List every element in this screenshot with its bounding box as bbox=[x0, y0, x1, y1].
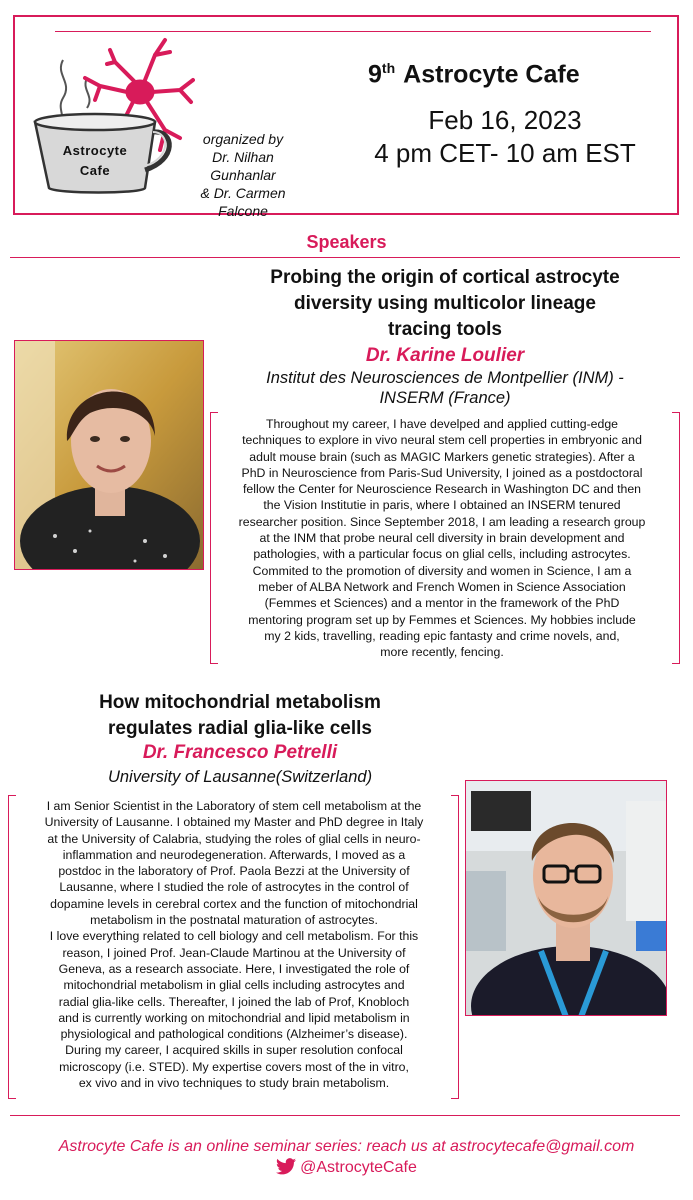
talk2-title-line: How mitochondrial metabolism bbox=[99, 692, 381, 713]
bio-line: (Femmes et Sciences) and a mentor in the framework of the PhD bbox=[264, 596, 620, 611]
bio-line: adult mouse brain (such as MAGIC Markers genetic strategies). After a bbox=[249, 449, 635, 464]
talk2-title-line: regulates radial glia-like cells bbox=[107, 718, 372, 739]
bio-line: ex vivo and in vivo techniques to study brain metabolism. bbox=[78, 1076, 390, 1091]
astrocyte-cafe-logo bbox=[15, 20, 195, 198]
bio-line: postdoc in the laboratory of Prof. Paola Bezzi at the University of bbox=[58, 864, 410, 879]
speaker2-photo bbox=[465, 780, 667, 1016]
bio-line: more recently, fencing. bbox=[380, 645, 504, 660]
speaker1-affiliation bbox=[225, 368, 665, 408]
bio-line: Commited to the promotion of diversity and women in Science, I am a bbox=[252, 563, 632, 578]
organizer-2: & Dr. Carmen Falcone bbox=[200, 185, 286, 219]
bio-line: Throughout my career, I have develped and applied cutting-edge bbox=[265, 417, 619, 431]
bio-line: dopamine levels in cerebral cortex and the function of mitochondrial bbox=[50, 896, 418, 911]
event-title bbox=[368, 60, 580, 89]
bio-line: Lausanne, where I studied the role of astrocytes in the control of bbox=[59, 880, 409, 895]
bio-line: mentoring program set up by Femmes et Sciences. My hobbies include bbox=[248, 612, 636, 627]
speaker2-affiliation: University of Lausanne(Switzerland) bbox=[107, 768, 373, 786]
bio-line: PhD in Neuroscience from Paris-Sud University, I joined as a postdoctoral bbox=[241, 465, 643, 480]
footer-text: Astrocyte Cafe is an online seminar series: reach us at astrocytecafe@gmail.com bbox=[58, 1138, 635, 1155]
talk1-title bbox=[225, 265, 665, 343]
logo-text-line1: Astrocyte bbox=[62, 143, 128, 158]
event-date: Feb 16, 2023 bbox=[428, 105, 582, 135]
affiliation-line: INSERM (France) bbox=[379, 389, 511, 407]
bio-line: radial glia-like cells. Thereafter, I joined the lab of Prof, Knobloch bbox=[58, 994, 410, 1009]
talk1-title-line: Probing the origin of cortical astrocyte bbox=[270, 267, 620, 288]
bio-line: my 2 kids, travelling, reading epic fantasty and crime novels, and, bbox=[264, 628, 620, 643]
bio-line: inflammation and neurodegeneration. Afterwards, I moved as a bbox=[62, 847, 406, 862]
speakers-heading: Speakers bbox=[306, 232, 387, 252]
bio-line: fellow the Center for Neuroscience Research in Washington DC and then bbox=[242, 482, 642, 497]
speaker1-bio bbox=[218, 416, 666, 660]
bio-line: pathologies, with a particular focus on glial cells, including astrocytes. bbox=[253, 547, 631, 562]
talk2-title bbox=[20, 690, 460, 742]
edition-number: 9 bbox=[368, 60, 382, 89]
bio-line: During my career, I acquired skills in super resolution confocal bbox=[65, 1043, 403, 1058]
twitter-icon bbox=[276, 1158, 296, 1175]
organizers bbox=[178, 130, 308, 220]
speaker1-name: Dr. Karine Loulier bbox=[365, 345, 525, 366]
footer-twitter[interactable] bbox=[0, 1158, 693, 1177]
bio-line: Geneva, as a research associate. Here, I investigated the role of bbox=[58, 961, 410, 976]
bio-line: microscopy (i.e. STED). My expertise covers most of the in vitro, bbox=[59, 1059, 409, 1074]
bio1-bracket-left bbox=[210, 412, 218, 664]
talk1-title-line: tracing tools bbox=[387, 319, 502, 340]
bio-line: I am Senior Scientist in the Laboratory of stem cell metabolism at the bbox=[46, 799, 422, 813]
organizer-1: Dr. Nilhan Gunhanlar bbox=[210, 149, 276, 183]
bio-line: metabolism in the postnatal maturation of astrocytes. bbox=[90, 913, 378, 928]
talk1-title-line: diversity using multicolor lineage bbox=[294, 293, 596, 314]
speakers-divider bbox=[10, 257, 680, 258]
event-time: 4 pm CET- 10 am EST bbox=[374, 138, 636, 168]
footer-divider bbox=[10, 1115, 680, 1116]
event-name: Astrocyte Cafe bbox=[403, 60, 580, 89]
bio-line: at the INM that probe neural cell diversity in brain development and bbox=[259, 531, 625, 546]
bio-line: techniques to explore in vivo neural stem cell properties in embryonic and bbox=[242, 433, 642, 448]
bio-line: the Vision Institutie in paris, where I obtained an INSERM tenured bbox=[263, 498, 621, 513]
bio-line: meber of ALBA Network and French Women in Science Association bbox=[258, 579, 626, 594]
speaker2-bio bbox=[14, 798, 454, 1091]
edition-suffix: th bbox=[381, 60, 396, 76]
speaker1-photo bbox=[14, 340, 204, 570]
bio-line: I love everything related to cell biology and cell metabolism. For this bbox=[49, 929, 419, 944]
affiliation-line: Institut des Neurosciences de Montpellier (INM) - bbox=[266, 369, 624, 387]
bio-line: and is currently working on mitochondrial and lipid metabolism in bbox=[58, 1010, 410, 1025]
bio-line: reason, I joined Prof. Jean-Claude Martinou at the University of bbox=[62, 945, 406, 960]
bio-line: mitochondrial metabolism in glial cells including astrocytes and bbox=[63, 978, 405, 993]
bio-line: physiological and pathological conditions (Alzheimer’s disease). bbox=[60, 1027, 408, 1042]
bio-line: University of Lausanne. I obtained my Master and PhD degree in Italy bbox=[44, 815, 424, 830]
logo-text-line2: Cafe bbox=[79, 163, 111, 178]
speaker2-name: Dr. Francesco Petrelli bbox=[142, 742, 338, 763]
twitter-handle[interactable]: @AstrocyteCafe bbox=[300, 1159, 417, 1176]
organized-by-label: organized by bbox=[202, 131, 284, 147]
bio-line: at the University of Calabria, studying the roles of glial cells in neuro- bbox=[47, 831, 421, 846]
bio-line: researcher position. Since September 2018, I am leading a research group bbox=[238, 514, 646, 529]
bio1-bracket-right bbox=[672, 412, 680, 664]
